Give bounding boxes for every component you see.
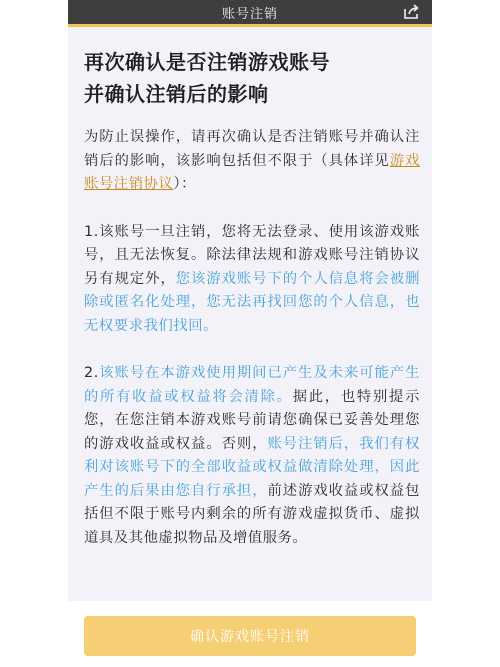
impact-item-1 [84,221,420,339]
impact-2-text: 据此，也特别提示您，在您注销本游戏账号前请您确保已妥善处理您的游戏收益或权益。否则， [84,388,420,452]
intro-text: 为防止误操作，请再次确认是否注销账号并确认注销后的影响，该影响包括但不限于（具体详见 [84,129,420,169]
impact-2-number: 2. [84,365,99,381]
impact-2-text-end: 前述游戏收益或权益包括但不限于账号内剩余的所有游戏虚拟货币、虚拟道具及其他虚拟物品及增值服务。 [84,482,420,546]
intro-text-end: ）： [173,176,197,192]
intro-paragraph [84,126,420,197]
title-bar [68,0,432,24]
impact-1-text: 1.该账号一旦注销，您将无法登录、使用该游戏账号，且无法恢复。除法律法规和游戏账号注销协议另有规定外， [84,223,420,287]
cancellation-agreement-link[interactable]: 游戏账号注销协议 [84,152,420,192]
heading-line-2: 并确认注销后的影响 [84,82,269,106]
confirmation-heading [84,46,420,110]
confirmation-content [84,46,420,574]
heading-line-1: 再次确认是否注销游戏账号 [84,50,330,74]
impact-1-highlight: 您该游戏账号下的个人信息将会被删除或匿名化处理，您无法再找回您的个人信息，也无权要求我们找回。 [84,270,420,334]
confirm-cancellation-button[interactable]: 确认游戏账号注销 [84,616,416,656]
share-icon[interactable] [402,3,420,21]
impact-2-highlight-1: 该账号在本游戏使用期间已产生及未来可能产生的所有收益或权益将会清除。 [84,365,420,405]
impact-2-highlight-2: 账号注销后，我们有权利对该账号下的全部收益或权益做清除处理，因此产生的后果由您自行承担， [84,435,420,499]
page-title: 账号注销 [221,6,278,22]
impact-item-2 [84,362,420,550]
